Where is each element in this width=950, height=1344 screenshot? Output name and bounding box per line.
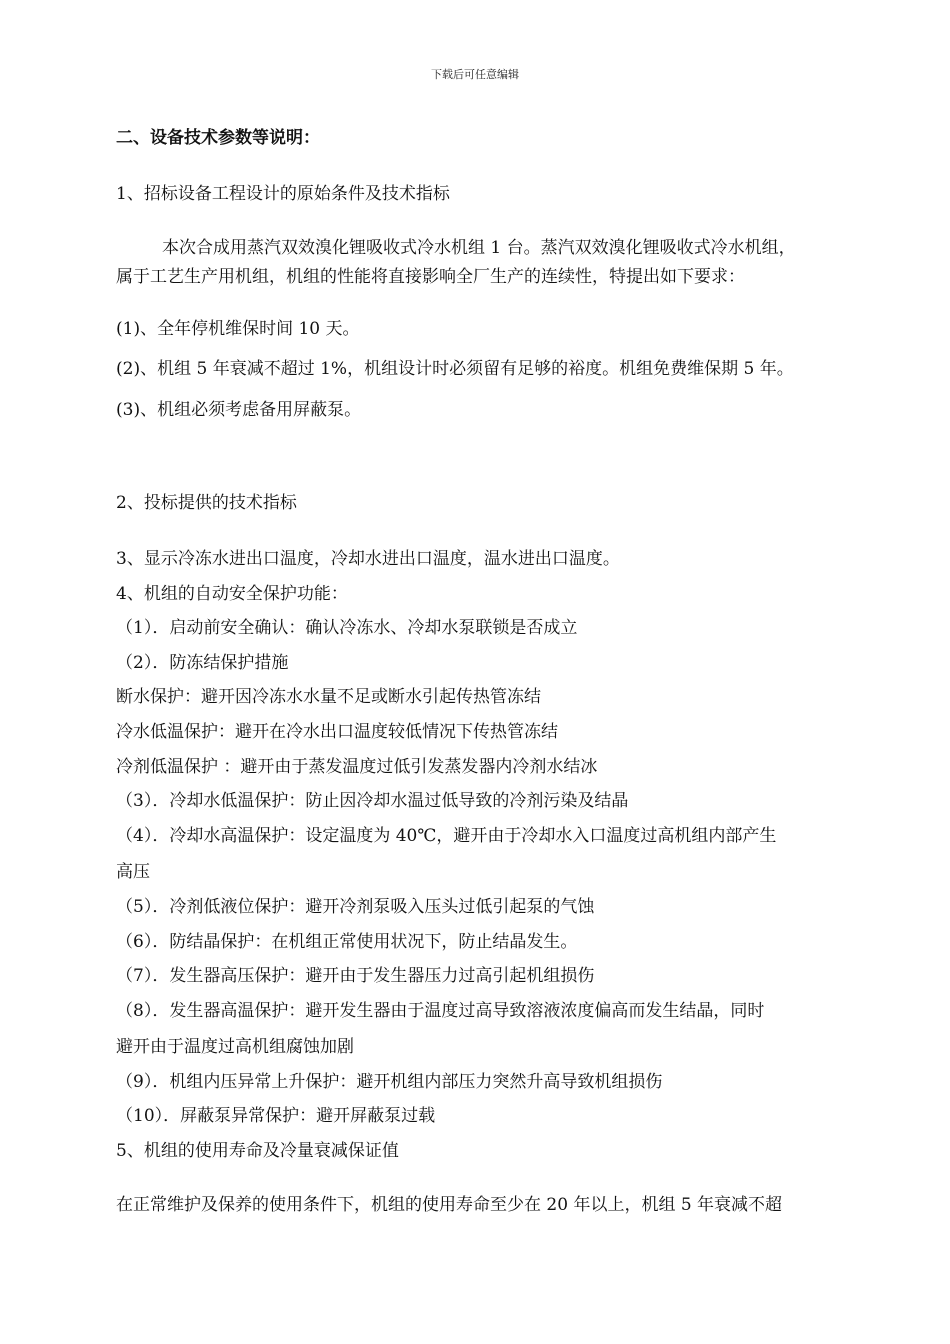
paragraph-line: 3、显示冷冻水进出口温度，冷却水进出口温度，温水进出口温度。: [116, 549, 620, 569]
protection-item: （8）．发生器高温保护：避开发生器由于温度过高导致溶液浓度偏高而发生结晶，同时: [116, 1001, 765, 1021]
requirement-item: (3)、机组必须考虑备用屏蔽泵。: [116, 400, 362, 420]
requirement-item: (1)、全年停机维保时间 10 天。: [116, 319, 360, 339]
protection-item: （7）．发生器高压保护：避开由于发生器压力过高引起机组损伤: [116, 966, 595, 986]
page-header: 下载后可任意编辑: [431, 68, 519, 81]
protection-item-continued: 避开由于温度过高机组腐蚀加剧: [116, 1037, 354, 1057]
protection-detail: 断水保护：避开因冷冻水水量不足或断水引起传热管冻结: [116, 687, 541, 707]
subsection-heading: 2、投标提供的技术指标: [116, 493, 297, 513]
subsection-heading: 1、招标设备工程设计的原始条件及技术指标: [116, 184, 450, 204]
paragraph-line: 本次合成用蒸汽双效溴化锂吸收式冷水机组 1 台。蒸汽双效溴化锂吸收式冷水机组，: [162, 238, 796, 258]
protection-detail: 冷剂低温保护 ：避开由于蒸发温度过低引发蒸发器内冷剂水结冰: [116, 757, 598, 777]
protection-item: （3）．冷却水低温保护：防止因冷却水温过低导致的冷剂污染及结晶: [116, 791, 629, 811]
subsection-heading: 4、机组的自动安全保护功能：: [116, 584, 348, 604]
protection-item: （2）．防冻结保护措施: [116, 653, 289, 673]
protection-item: （1）．启动前安全确认：确认冷冻水、冷却水泵联锁是否成立: [116, 618, 578, 638]
subsection-heading: 5、机组的使用寿命及冷量衰减保证值: [116, 1141, 399, 1161]
protection-item: （9）．机组内压异常上升保护：避开机组内部压力突然升高导致机组损伤: [116, 1072, 663, 1092]
protection-item-continued: 高压: [116, 862, 150, 882]
protection-item: （5）．冷剂低液位保护：避开冷剂泵吸入压头过低引起泵的气蚀: [116, 897, 595, 917]
section-heading: 二、设备技术参数等说明：: [116, 128, 320, 148]
paragraph-line: 在正常维护及保养的使用条件下，机组的使用寿命至少在 20 年以上，机组 5 年衰减不超: [116, 1195, 783, 1215]
requirement-item: (2)、机组 5 年衰减不超过 1%，机组设计时必须留有足够的裕度。机组免费维保期 5 年。: [116, 359, 794, 379]
protection-item: （10）．屏蔽泵异常保护：避开屏蔽泵过载: [116, 1106, 436, 1126]
protection-item: （4）．冷却水高温保护：设定温度为 40℃，避开由于冷却水入口温度过高机组内部产生: [116, 826, 777, 846]
protection-item: （6）．防结晶保护：在机组正常使用状况下，防止结晶发生。: [116, 932, 578, 952]
protection-detail: 冷水低温保护：避开在冷水出口温度较低情况下传热管冻结: [116, 722, 558, 742]
paragraph-line: 属于工艺生产用机组，机组的性能将直接影响全厂生产的连续性，特提出如下要求：: [116, 267, 745, 287]
